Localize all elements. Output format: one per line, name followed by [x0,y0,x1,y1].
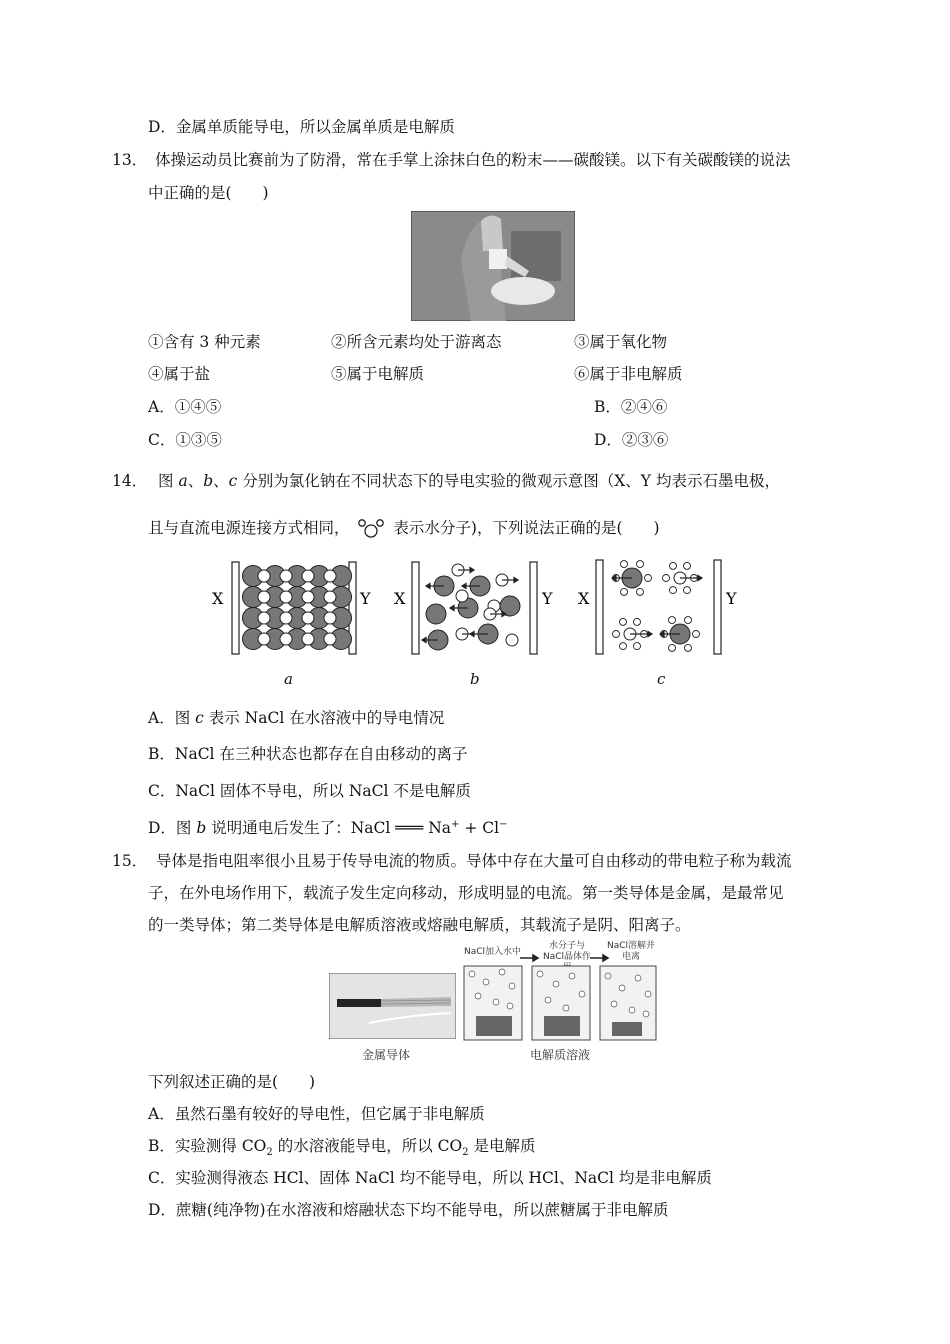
figure-b-caption: b [470,670,480,688]
panel3-label: NaCl溶解并电离 [606,941,656,962]
caption-metal-conductor: 金属导体 [362,1048,411,1062]
water-molecule [684,587,691,594]
water-molecule-icon [354,517,388,539]
water-molecule [669,644,676,651]
sodium-ion [280,570,292,582]
water-molecule [637,561,644,568]
q12-option-d: D．金属单质能导电，所以金属单质是电解质 [148,118,455,136]
sodium-ion [302,612,314,624]
water-molecule [693,631,700,638]
solvent-molecule [619,985,625,991]
water-molecule [685,617,692,624]
sodium-ion [258,591,270,603]
water-molecule [645,575,652,582]
solvent-molecule [469,971,475,977]
solvent-molecule [629,1007,635,1013]
sodium-ion [280,612,292,624]
process-arrows [510,953,660,963]
q13-item-3: ③属于氧化物 [574,333,668,351]
q14-option-a: A．图 c 表示 NaCl 在水溶液中的导电情况 [148,709,445,727]
solvent-molecule [635,975,641,981]
q15-option-b: B．实验测得 $CO_2$ 的水溶液能导电，所以 $CO_2$ 是电解质 [148,1137,536,1159]
q14-option-c: C．NaCl 固体不导电，所以 NaCl 不是电解质 [148,782,471,800]
water-molecule [620,618,627,625]
q15-option-a: A．虽然石墨有较好的导电性，但它属于非电解质 [148,1105,485,1123]
water-molecule [634,618,641,625]
sodium-ion [302,591,314,603]
q13-item-4: ④属于盐 [148,365,211,383]
gymnast-photo [411,211,575,321]
water-molecule [684,562,691,569]
sodium-ion [324,633,336,645]
q13-stem-line1: 体操运动员比赛前为了防滑，常在手掌上涂抹白色的粉末——碳酸镁。以下有关碳酸镁的说法 [155,151,791,169]
solvent-molecule [643,1011,649,1017]
sodium-ion [258,570,270,582]
q13-item-1: ①含有 3 种元素 [148,333,261,351]
solvent-molecule [545,997,551,1003]
q15-question: 下列叙述正确的是( ) [148,1073,316,1091]
water-molecule [634,643,641,650]
figure-a-solid-nacl [208,558,380,658]
water-molecule [613,631,620,638]
panel2-label: 水分子与NaCl晶体作 [542,941,592,962]
solvent-molecule [475,993,481,999]
figure-c-caption: c [657,670,666,688]
solvent-molecule [499,969,505,975]
solvent-molecule [493,999,499,1005]
q13-stem-line2: 中正确的是( ) [148,184,269,202]
q15-number: 15． [112,852,148,870]
solvent-molecule [645,991,651,997]
solvent-molecule [579,991,585,997]
q13-item-5: ⑤属于电解质 [331,365,425,383]
solvent-molecule [507,1003,513,1009]
metal-conductor-photo [329,973,456,1039]
q13-option-c: C．①③⑤ [148,431,222,449]
q13-option-a: A．①④⑤ [148,398,222,416]
solvent-molecule [563,1005,569,1011]
sodium-ion [324,570,336,582]
solvent-molecule [605,973,611,979]
solvent-molecule [553,981,559,987]
q14-number: 14． [112,472,148,490]
panel1-label: NaCl加入水中 [464,947,522,957]
solvent-molecule [509,983,515,989]
caption-electrolyte-solution: 电解质溶液 [530,1048,591,1062]
figure-c-nacl-solution [576,548,748,660]
solvent-molecule [537,971,543,977]
sodium-ion [258,612,270,624]
water-molecule [669,617,676,624]
q15-option-d: D．蔗糖(纯净物)在水溶液和熔融状态下均不能导电，所以蔗糖属于非电解质 [148,1201,669,1219]
q14-stem-line2: 且与直流电源连接方式相同， 表示水分子)，下列说法正确的是( ) [148,519,660,537]
svg-text:X: X [394,589,406,608]
q13-option-d: D．②③⑥ [594,431,669,449]
q14-stem-line1: 图 a、b、c 分别为氯化钠在不同状态下的导电实验的微观示意图（X、Y 均表示石墨电极， [158,472,780,490]
q15-stem-line2: 子，在外电场作用下，载流子发生定向移动，形成明显的电流。第一类导体是金属，是最常见 [148,884,784,902]
water-molecule [621,588,628,595]
q14-option-b: B．NaCl 在三种状态也都存在自由移动的离子 [148,745,468,763]
water-molecule [663,575,670,582]
solvent-molecule [483,979,489,985]
q15-stem-line3: 的一类导体；第二类导体是电解质溶液或熔融电解质，其载流子是阴、阳离子。 [148,916,691,934]
sodium-ion [324,612,336,624]
sodium-ion [280,633,292,645]
figure-a-caption: a [284,670,293,688]
figure-b-molten-nacl [392,558,564,658]
water-molecule [670,562,677,569]
svg-text:Y: Y [360,589,371,608]
sodium-ion [324,591,336,603]
q13-item-2: ②所含元素均处于游离态 [331,333,502,351]
svg-text:Y: Y [542,589,553,608]
q14-option-d: D．图 b 说明通电后发生了：NaCl ═══ Na+ + Cl− [148,818,508,837]
electrolyte-solution-diagram [462,964,658,1042]
q13-option-b: B．②④⑥ [594,398,668,416]
sodium-ion [302,570,314,582]
q13-number: 13． [112,151,148,169]
water-molecule [670,587,677,594]
water-molecule [637,588,644,595]
water-molecule [685,644,692,651]
svg-text:Y: Y [726,589,737,608]
svg-text:X: X [212,589,224,608]
q15-stem-line1: 导体是指电阻率很小且易于传导电流的物质。导体中存在大量可自由移动的带电粒子称为载流 [156,852,792,870]
q15-option-c: C．实验测得液态 HCl、固体 NaCl 均不能导电，所以 HCl、NaCl 均是非电解质 [148,1169,712,1187]
svg-text:X: X [578,589,590,608]
solvent-molecule [611,1001,617,1007]
solvent-molecule [569,973,575,979]
q13-item-6: ⑥属于非电解质 [574,365,683,383]
sodium-ion [302,633,314,645]
water-molecule [620,643,627,650]
sodium-ion [258,633,270,645]
water-molecule [621,561,628,568]
sodium-ion [280,591,292,603]
